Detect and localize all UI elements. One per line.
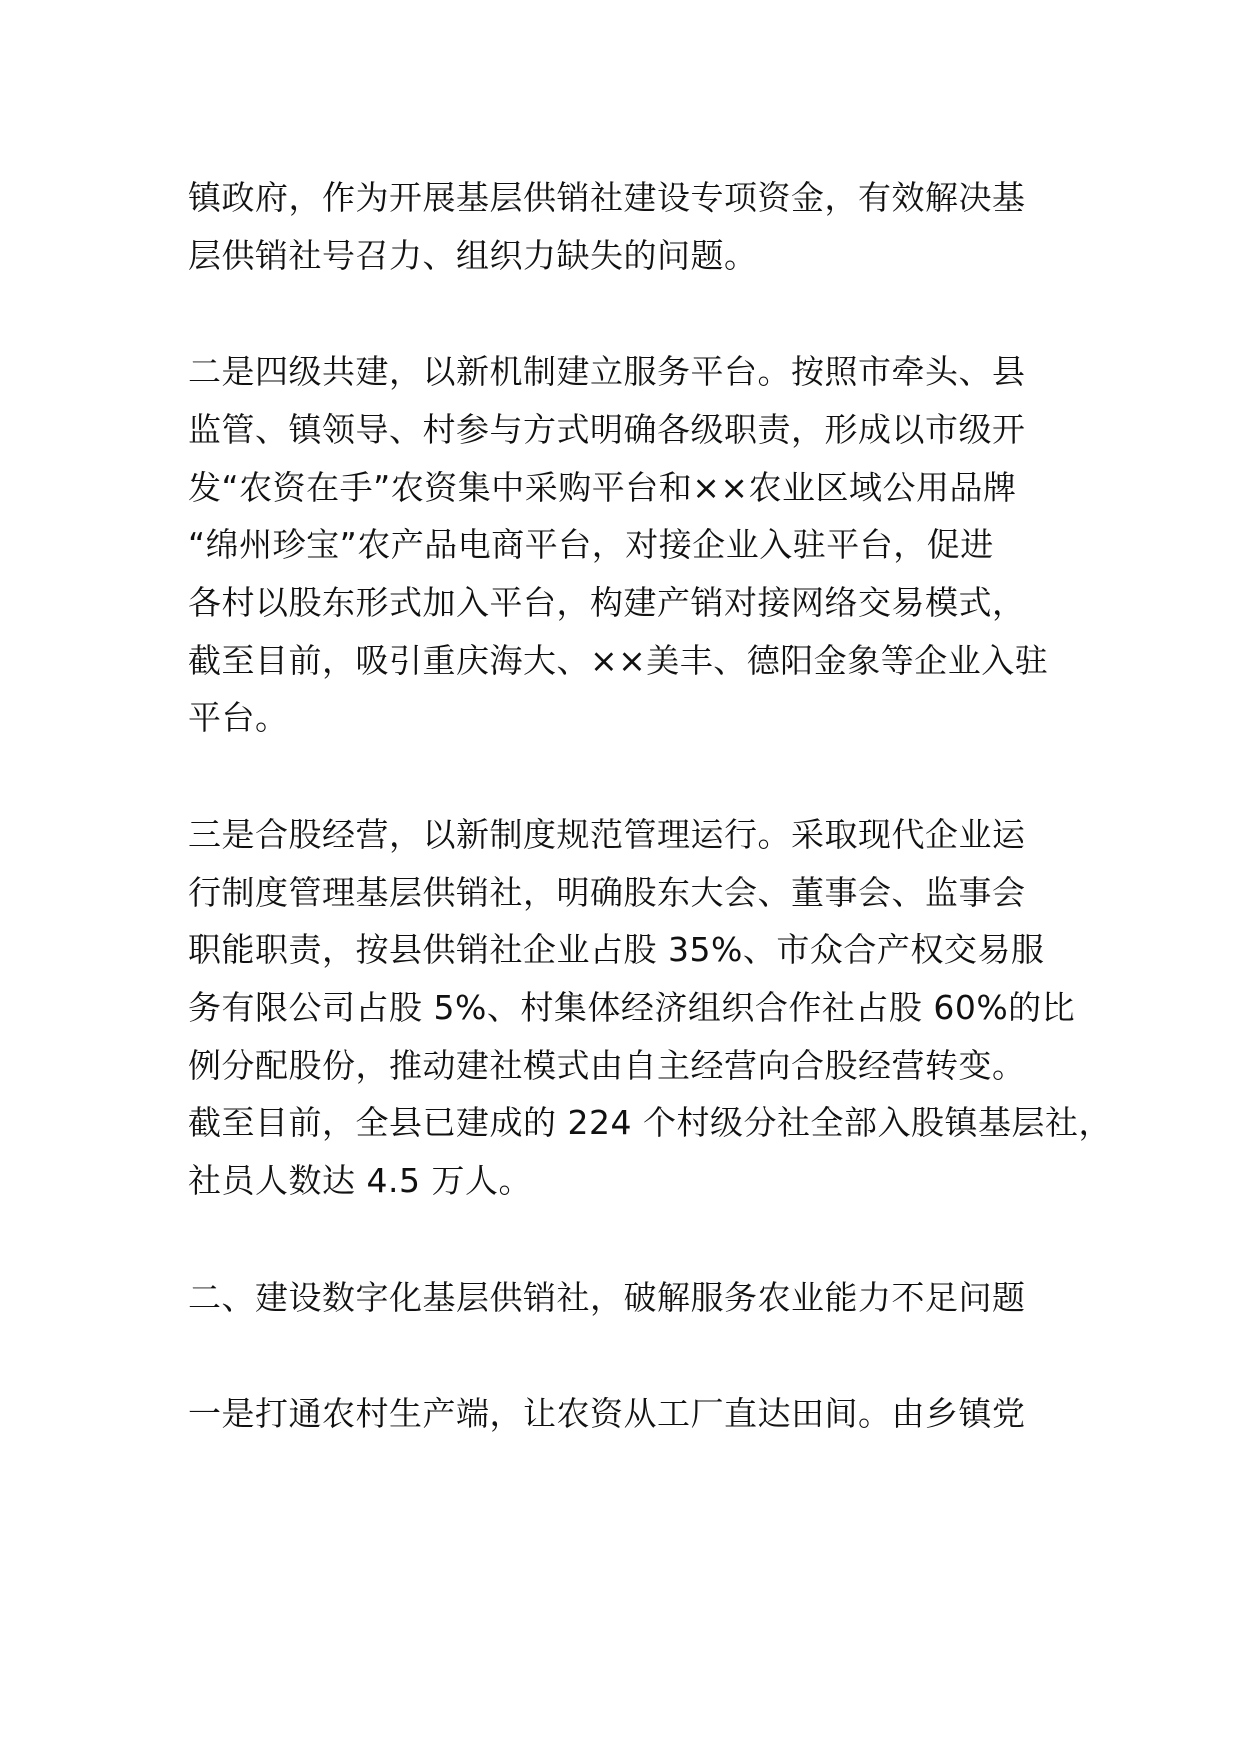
paragraph-2-line-6: 截至目前，吸引重庆海大、××美丰、德阳金象等企业入驻	[188, 641, 1049, 680]
paragraph-2-line-5: 各村以股东形式加入平台，构建产销对接网络交易模式，	[188, 583, 1026, 622]
paragraph-3-line-2: 行制度管理基层供销社，明确股东大会、董事会、监事会	[188, 873, 1026, 912]
paragraph-2-line-1: 二是四级共建，以新机制建立服务平台。按照市牵头、县	[188, 352, 1026, 391]
paragraph-3-line-3: 职能职责，按县供销社企业占股 35%、市众合产权交易服	[188, 930, 1045, 969]
paragraph-2-line-3: 发“农资在手”农资集中采购平台和××农业区域公用品牌	[188, 468, 1017, 507]
paragraph-3-line-6: 截至目前，全县已建成的 224 个村级分社全部入股镇基层社，	[188, 1103, 1112, 1142]
paragraph-3-line-4: 务有限公司占股 5%、村集体经济组织合作社占股 60%的比	[188, 988, 1076, 1027]
paragraph-3-line-1: 三是合股经营，以新制度规范管理运行。采取现代企业运	[188, 815, 1026, 854]
paragraph-4-line-1: 一是打通农村生产端，让农资从工厂直达田间。由乡镇党	[188, 1394, 1026, 1433]
paragraph-2-line-2: 监管、镇领导、村参与方式明确各级职责，形成以市级开	[188, 410, 1026, 449]
paragraph-3-line-5: 例分配股份，推动建社模式由自主经营向合股经营转变。	[188, 1046, 1026, 1085]
paragraph-2-line-7: 平台。	[188, 698, 289, 737]
paragraph-1-line-1: 镇政府，作为开展基层供销社建设专项资金，有效解决基	[188, 178, 1026, 217]
paragraph-3-line-7: 社员人数达 4.5 万人。	[188, 1161, 532, 1200]
section-heading: 二、建设数字化基层供销社，破解服务农业能力不足问题	[188, 1278, 1026, 1317]
paragraph-1-line-2: 层供销社号召力、组织力缺失的问题。	[188, 236, 758, 275]
paragraph-2-line-4: “绵州珍宝”农产品电商平台，对接企业入驻平台，促进	[188, 525, 994, 564]
